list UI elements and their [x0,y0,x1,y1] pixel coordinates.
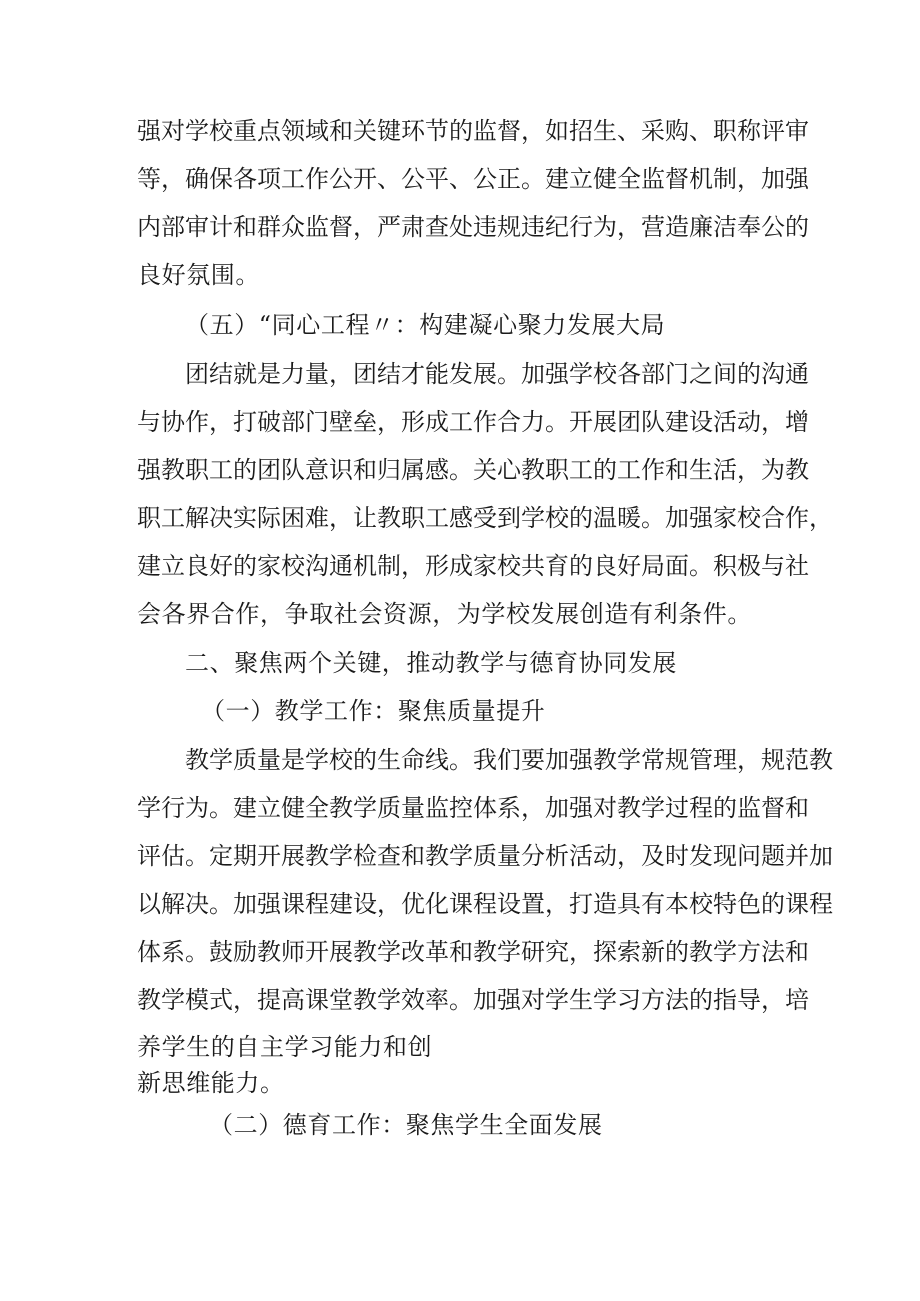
paragraph-line: 内部审计和群众监督，严肃查处违规违纪行为，营造廉洁奉公的 [137,213,809,241]
paragraph-line: 会各界合作，争取社会资源，为学校发展创造有利条件。 [137,600,752,628]
paragraph-line: 新思维能力。 [137,1069,285,1097]
subsection-heading: （一）教学工作：聚焦质量提升 [201,697,546,725]
subsection-heading: （二）德育工作：聚焦学生全面发展 [209,1111,603,1139]
paragraph-line: 强教职工的团队意识和归属感。关心教职工的工作和生活，为教 [137,456,809,484]
paragraph-line: 强对学校重点领域和关键环节的监督，如招生、采购、职称评审 [137,117,809,145]
paragraph-line: 学行为。建立健全教学质量监控体系，加强对教学过程的监督和 [137,794,809,822]
paragraph-line: 以解决。加强课程建设，优化课程设置，打造具有本校特色的课程 [137,890,833,918]
paragraph-line: 建立良好的家校沟通机制，形成家校共育的良好局面。积极与社 [137,552,809,580]
paragraph-line: 评估。定期开展教学检查和教学质量分析活动，及时发现问题并加 [137,842,833,870]
part-heading: 二、聚焦两个关键，推动教学与德育协同发展 [185,649,677,677]
paragraph-line: 体系。鼓励教师开展教学改革和教学研究，探索新的教学方法和 [137,938,809,966]
paragraph-line: 养学生的自主学习能力和创 [137,1033,433,1061]
paragraph-line: 良好氛围。 [137,261,260,289]
paragraph-line: 等，确保各项工作公开、公平、公正。建立健全监督机制，加强 [137,165,809,193]
paragraph-line: 教学模式，提高课堂教学效率。加强对学生学习方法的指导，培 [137,986,809,1014]
paragraph-line: 教学质量是学校的生命线。我们要加强教学常规管理，规范教 [185,746,833,774]
paragraph-line: 职工解决实际困难，让教职工感受到学校的温暖。加强家校合作， [137,504,833,532]
paragraph-line: 与协作，打破部门壁垒，形成工作合力。开展团队建设活动，增 [137,408,809,436]
paragraph-line: 团结就是力量，团结才能发展。加强学校各部门之间的沟通 [185,360,809,388]
section-heading: （五）“同心工程〃：构建凝心聚力发展大局 [185,311,666,339]
